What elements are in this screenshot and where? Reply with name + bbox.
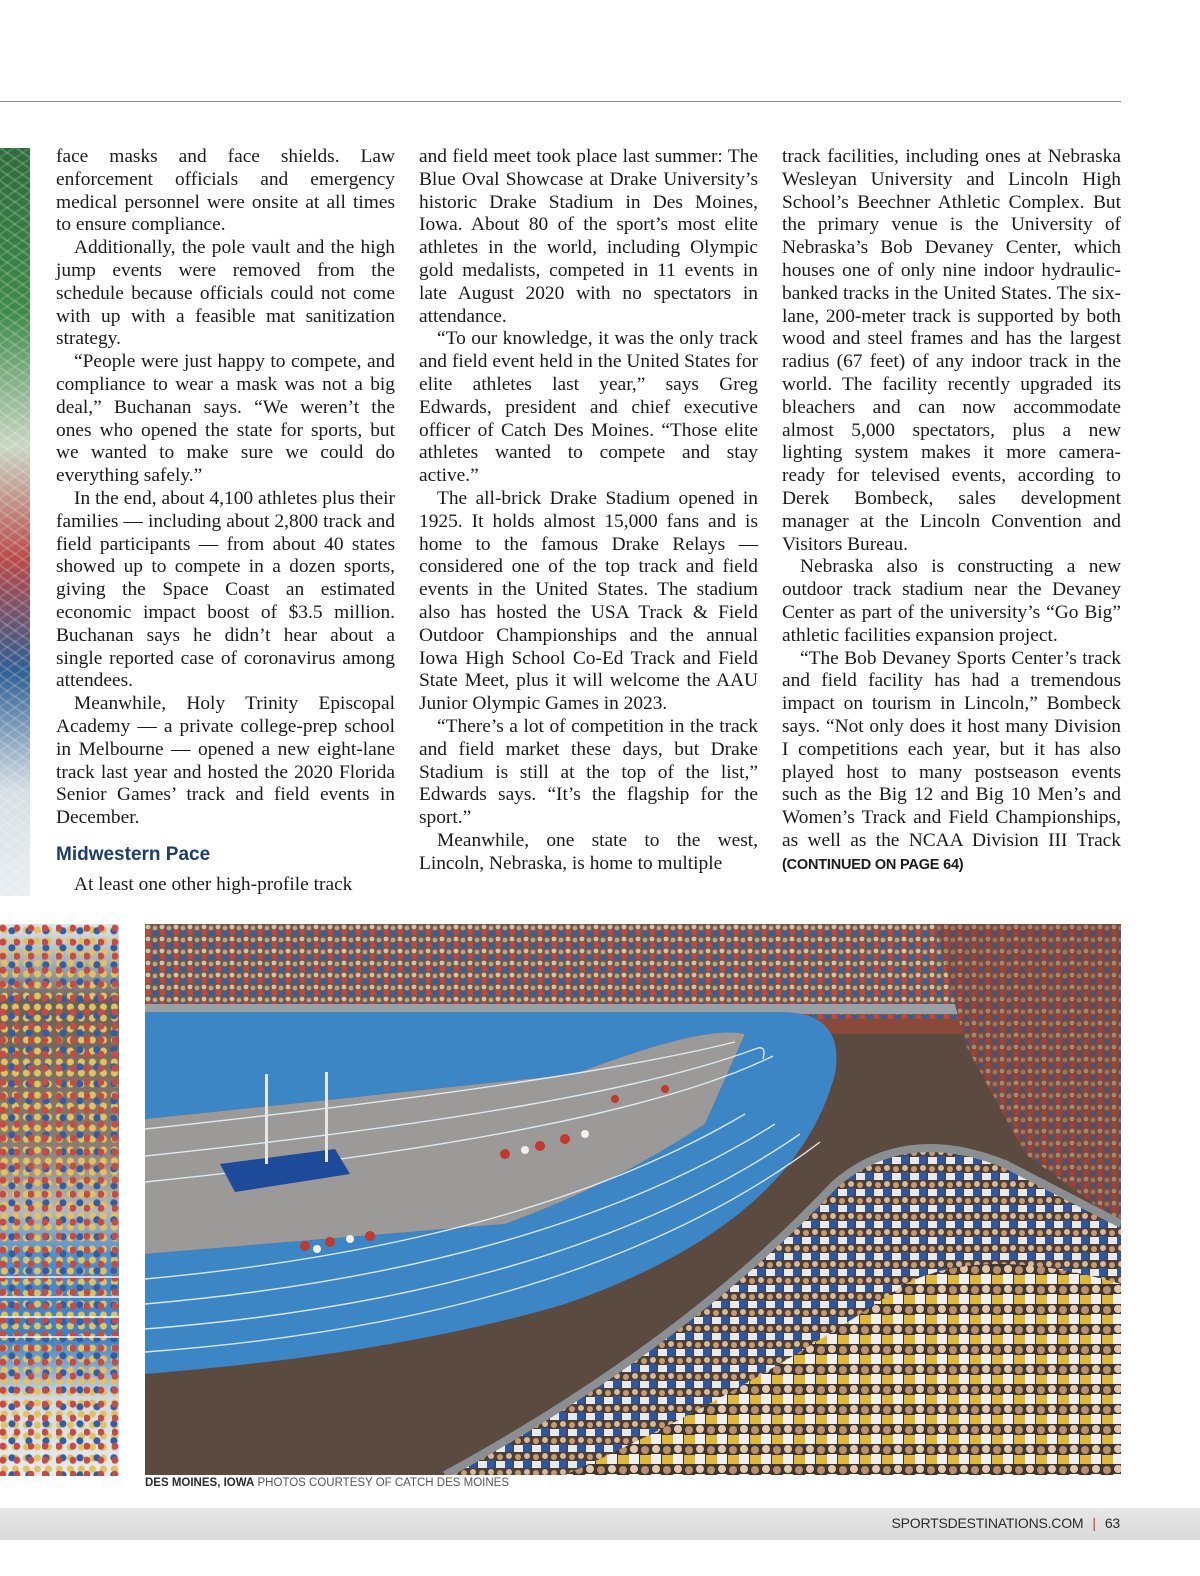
section-subhead: Midwestern Pace — [56, 843, 211, 865]
track-lane-line — [0, 1336, 119, 1338]
page-footer — [891, 1515, 1120, 1531]
paragraph: track facilities, including ones at Nebraska Wesleyan University and Lincoln High School’s Beechner Athletic Complex. But the primary venue is the University of Nebraska’s Bob Devaney Center, which houses one of only nine indoor hydraulic-banked tracks in the United States. The six-lane, 200-meter track is supported by both wood and steel frames and has the largest radius (67 feet) of any indoor track in the world. The facility recently upgraded its bleachers and can now accommodate almost 5,000 spectators, plus a new lighting system makes it more camera-ready for televised events, according to Derek Bombeck, sales development manager at the Lincoln Convention and Visitors Bureau. — [782, 146, 1121, 555]
track-lane-line — [0, 1316, 119, 1318]
paragraph: Meanwhile, one state to the west, Lincoln, Nebraska, is home to multiple — [419, 829, 758, 874]
paragraph: face masks and face shields. Law enforcement officials and emergency medical personnel were onsite at all times to ensure compliance. — [56, 146, 395, 236]
paragraph — [782, 648, 1121, 877]
paragraph: Meanwhile, Holy Trinity Episcopal Academy — a private college-prep school in Melbourne — opened a new eight-lane track last year and hosted the 2020 Florida Senior Games’ track and field events in December. — [56, 693, 395, 829]
paragraph: In the end, about 4,100 athletes plus their families — including about 2,800 track and field participants — from about 40 states showed up to compete in a dozen sports, giving the Space Coast an estimated economic impact boost of $3.5 million. Buchanan says he didn’t hear about a single reported case of coronavirus among attendees. — [56, 487, 395, 692]
paragraph: The all-brick Drake Stadium opened in 1925. It holds almost 15,000 fans and is home to the famous Drake Relays — considered one of the top track and field events in the United States. The stadium also has hosted the USA Track & Field Outdoor Championships and the annual Iowa High School Co-Ed Track and Field State Meet, plus it will welcome the AAU Junior Olympic Games in 2023. — [419, 487, 758, 715]
paragraph: “There’s a lot of competition in the track and field market these days, but Drake Stadium is still at the top of the list,” Edwards says. “It’s the flagship for the sport.” — [419, 715, 758, 829]
continued-on-page-note: (CONTINUED ON PAGE 64) — [782, 856, 964, 873]
footer-separator: | — [1092, 1515, 1096, 1531]
footer-site-url: SPORTSDESTINATIONS.COM — [891, 1515, 1084, 1531]
caption-credit: PHOTOS COURTESY OF CATCH DES MOINES — [257, 1477, 510, 1489]
article-column-1 — [56, 146, 395, 897]
track-lane-line — [0, 1296, 119, 1298]
left-photo-sliver-bottom — [0, 924, 119, 1476]
left-photo-sliver-top — [0, 148, 30, 896]
paragraph: Additionally, the pole vault and the high jump events were removed from the schedule because officials could not come with up with a feasible mat sanitization strategy. — [56, 237, 395, 350]
header-rule — [0, 101, 1121, 102]
paragraph-text: “The Bob Devaney Sports Center’s track and field facility has had a tremendous impact on tourism in Lincoln,” Bombeck says. “Not only does it host many Division I competitions each year, but it has also played host to many postseason events such as the Big 12 and Big 10 Men’s and Women’s Track and Field Championships, as well as the NCAA Division III Track — [782, 647, 1121, 851]
page-number: 63 — [1104, 1515, 1120, 1531]
paragraph: Nebraska also is constructing a new outdoor track stadium near the Devaney Center as part of the university’s “Go Big” athletic facilities expansion project. — [782, 556, 1121, 646]
stadium-photo-illustration — [145, 924, 1121, 1475]
article-column-2 — [419, 146, 758, 876]
track-lane-line — [0, 1276, 119, 1278]
paragraph: At least one other high-profile track — [74, 873, 353, 895]
photo-caption — [145, 1477, 509, 1489]
paragraph: “People were just happy to compete, and compliance to wear a mask was not a big deal,” Buchanan says. “We weren’t the ones who opened the state for sports, but we wanted to make sure we could do everything safely.” — [56, 351, 395, 487]
caption-location: DES MOINES, IOWA — [145, 1477, 255, 1489]
article-column-3 — [782, 146, 1121, 877]
paragraph: and field meet took place last summer: The Blue Oval Showcase at Drake University’s historic Drake Stadium in Des Moines, Iowa. About 80 of the sport’s most elite athletes in the world, including Olympic gold medalists, competed in 11 events in late August 2020 with no spectators in attendance. — [419, 146, 758, 327]
paragraph: “To our knowledge, it was the only track and field event held in the United States for elite athletes last year,” says Greg Edwards, president and chief executive officer of Catch Des Moines. “Those elite athletes wanted to compete and stay active.” — [419, 328, 758, 487]
stadium-photo — [145, 924, 1121, 1475]
